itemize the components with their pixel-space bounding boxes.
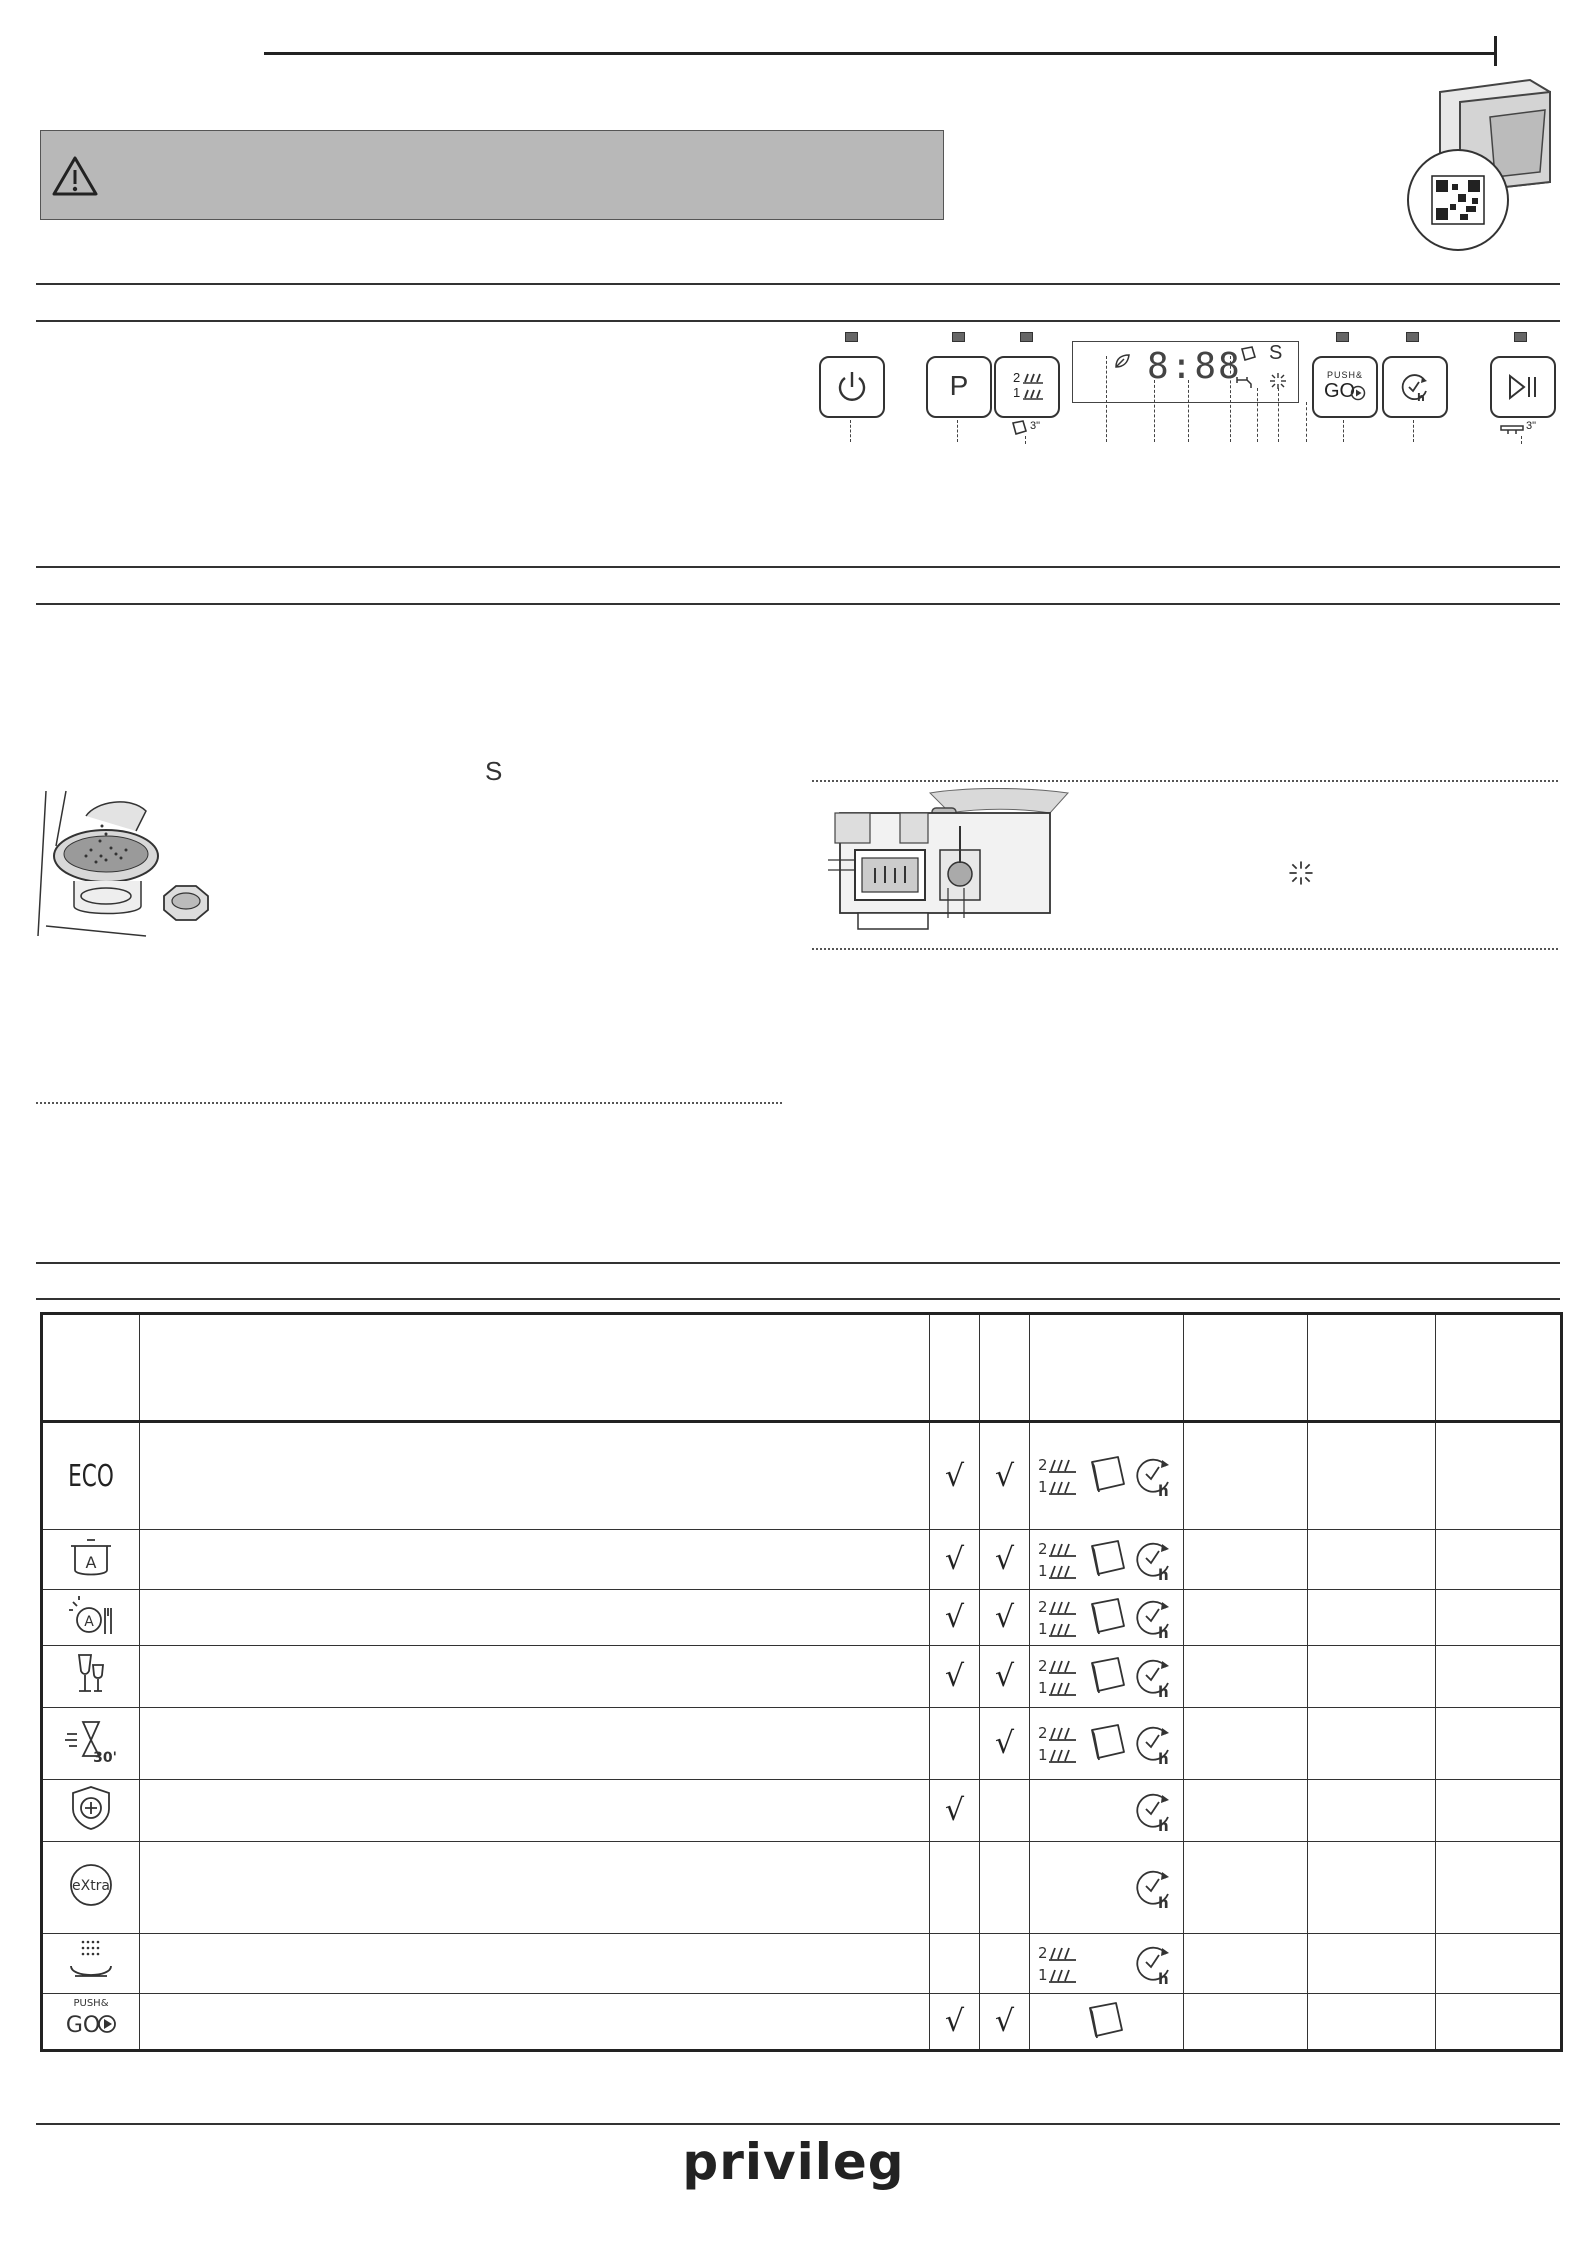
programme-icon-cell-content <box>43 1994 139 2049</box>
programme-check-cell <box>930 1708 980 1780</box>
svg-text:2: 2 <box>1038 1539 1048 1558</box>
options-icon-group <box>1030 1453 1180 1499</box>
detergent-dispenser-illustration <box>820 788 1070 938</box>
programme-data-cell <box>1436 1646 1562 1708</box>
section-rule <box>36 320 1560 322</box>
delay-clock-icon <box>1134 1722 1174 1766</box>
svg-text:1: 1 <box>1038 1619 1048 1638</box>
programme-data-cell <box>1308 1530 1436 1590</box>
options-icon-group <box>1030 1865 1180 1911</box>
play-pause-icon <box>1507 373 1539 401</box>
push-go-bottom-label: GO <box>1324 380 1356 402</box>
program-button[interactable] <box>926 356 992 418</box>
half-load-icon <box>1036 1722 1082 1766</box>
options-icon-group <box>1030 1654 1180 1700</box>
programme-data-cell <box>1308 1590 1436 1646</box>
programme-description-cell <box>140 1934 930 1994</box>
svg-text:A: A <box>84 1614 94 1630</box>
top-rule <box>264 52 1496 55</box>
options-icon-group <box>1030 1537 1180 1583</box>
programme-options-cell <box>1030 1934 1184 1994</box>
programme-options-cell <box>1030 1646 1184 1708</box>
programme-check-cell: √ <box>980 1422 1030 1530</box>
svg-text:GO: GO <box>65 2013 101 2038</box>
programme-options-cell <box>1030 1530 1184 1590</box>
salt-refill-illustration <box>36 786 221 946</box>
extra-programme-icon <box>61 1860 121 1910</box>
programme-icon-cell <box>42 1646 140 1708</box>
svg-text:2: 2 <box>1038 1943 1048 1962</box>
svg-text:1: 1 <box>1038 1678 1048 1697</box>
programme-check-cell: √ <box>980 1708 1030 1780</box>
table-row <box>42 1934 1562 1994</box>
programme-icon-cell-content <box>43 1649 139 1704</box>
auto-programme-icon <box>61 1532 121 1582</box>
table-row <box>42 1422 1562 1530</box>
table-header-cell <box>1184 1314 1308 1422</box>
programme-data-cell <box>1436 1842 1562 1934</box>
programme-check-cell: √ <box>930 1780 980 1842</box>
dotted-separator <box>812 780 1558 782</box>
delay-led <box>1406 332 1419 342</box>
callout-line <box>1188 380 1189 442</box>
door-lock-icon <box>1500 424 1524 436</box>
programme-options-cell <box>1030 1422 1184 1530</box>
table-header-cell <box>42 1314 140 1422</box>
power-icon <box>834 369 870 405</box>
options-icon-group <box>1030 1595 1180 1641</box>
programme-icon-cell <box>42 1530 140 1590</box>
programme-check-cell <box>930 1934 980 1994</box>
svg-text:1: 1 <box>1038 1561 1048 1580</box>
programme-options-cell <box>1030 1780 1184 1842</box>
programme-data-cell <box>1184 1590 1308 1646</box>
programme-data-cell <box>1184 1934 1308 1994</box>
table-header-cell <box>1436 1314 1562 1422</box>
quick-30-programme-icon <box>61 1716 121 1766</box>
half-load-icon <box>1036 1942 1082 1986</box>
tablet-icon <box>1088 1655 1128 1695</box>
programme-icon-cell <box>42 1708 140 1780</box>
table-header-cell <box>140 1314 930 1422</box>
programme-data-cell <box>1436 1422 1562 1530</box>
push-go-programme-icon <box>61 1994 121 2044</box>
programme-data-cell <box>1308 1708 1436 1780</box>
programme-icon-cell <box>42 1780 140 1842</box>
programme-check-cell <box>980 1934 1030 1994</box>
programme-data-cell <box>1184 1842 1308 1934</box>
start-pause-button[interactable] <box>1490 356 1556 418</box>
programme-icon-cell-content <box>43 1532 139 1587</box>
power-led <box>845 332 858 342</box>
programme-check-cell: √ <box>980 1646 1030 1708</box>
programme-data-cell <box>1436 1530 1562 1590</box>
table-header-cell <box>1030 1314 1184 1422</box>
options-icon-group <box>1030 1721 1180 1767</box>
half-load-icon <box>1036 1538 1082 1582</box>
programme-data-cell <box>1184 1708 1308 1780</box>
delay-clock-icon <box>1399 371 1431 403</box>
programme-check-cell <box>930 1842 980 1934</box>
programme-options-cell <box>1030 1708 1184 1780</box>
table-row <box>42 1842 1562 1934</box>
program-led <box>952 332 965 342</box>
svg-text:h: h <box>1158 1565 1169 1582</box>
delay-clock-icon <box>1134 1454 1174 1498</box>
programme-check-cell: √ <box>930 1994 980 2051</box>
svg-text:h: h <box>1158 1893 1169 1910</box>
programme-data-cell <box>1436 1708 1562 1780</box>
start-pause-led <box>1514 332 1527 342</box>
programme-data-cell <box>1308 1780 1436 1842</box>
programme-data-cell <box>1436 1994 1562 2051</box>
delay-clock-icon <box>1134 1789 1174 1833</box>
programme-description-cell <box>140 1422 930 1530</box>
tablet-icon <box>1088 1454 1128 1494</box>
programme-data-cell <box>1436 1780 1562 1842</box>
delay-clock-icon <box>1134 1866 1174 1910</box>
programme-data-cell <box>1184 1422 1308 1530</box>
callout-line <box>1521 436 1522 444</box>
tablet-hold-time: 3" <box>1030 420 1041 432</box>
callout-line <box>1025 436 1026 444</box>
table-row <box>42 1708 1562 1780</box>
tablet-icon <box>1010 420 1028 436</box>
options-icon-group <box>1030 1999 1180 2045</box>
programme-options-cell <box>1030 1994 1184 2051</box>
push-go-button[interactable] <box>1312 356 1378 418</box>
prewash-programme-icon <box>61 1936 121 1986</box>
push-go-top-label: PUSH& <box>1326 370 1363 380</box>
svg-text:2: 2 <box>1038 1456 1048 1474</box>
svg-text:h: h <box>1158 1816 1169 1833</box>
programme-data-cell <box>1436 1934 1562 1994</box>
programme-data-cell <box>1308 1994 1436 2051</box>
top-rule-end <box>1494 36 1497 66</box>
svg-text:30': 30' <box>93 1750 117 1766</box>
programme-description-cell <box>140 1708 930 1780</box>
svg-text:PUSH&: PUSH& <box>73 1998 109 2009</box>
dotted-separator <box>36 1102 782 1104</box>
section-rule <box>36 1298 1560 1300</box>
svg-text:h: h <box>1158 1969 1169 1986</box>
dotted-separator <box>812 948 1558 950</box>
dishwasher-qr-illustration <box>1400 72 1560 262</box>
callout-line <box>1257 388 1258 442</box>
programme-check-cell: √ <box>930 1530 980 1590</box>
play-circle-icon <box>1350 385 1366 401</box>
svg-text:2: 2 <box>1038 1723 1048 1742</box>
programme-icon-cell <box>42 1590 140 1646</box>
programme-check-cell <box>980 1842 1030 1934</box>
section-rule <box>36 1262 1560 1264</box>
tablet-icon <box>1088 1596 1128 1636</box>
table-header-cell <box>980 1314 1030 1422</box>
tablet-icon <box>1088 1722 1128 1762</box>
start-hold-time: 3" <box>1526 420 1537 432</box>
half-load-bottom-number: 1 <box>1013 385 1021 400</box>
half-load-button[interactable] <box>994 356 1060 418</box>
power-button[interactable] <box>819 356 885 418</box>
callout-line <box>1413 420 1414 442</box>
programme-description-cell <box>140 1530 930 1590</box>
programme-data-cell <box>1308 1646 1436 1708</box>
programme-options-cell <box>1030 1590 1184 1646</box>
programme-data-cell <box>1308 1842 1436 1934</box>
half-load-top-number: 2 <box>1013 370 1021 385</box>
programme-table <box>40 1312 1563 2052</box>
programme-data-cell <box>1184 1780 1308 1842</box>
salt-indicator: S <box>1269 342 1283 364</box>
programme-check-cell: √ <box>980 1530 1030 1590</box>
callout-line <box>1306 402 1307 442</box>
tablet-icon <box>1088 1538 1128 1578</box>
table-row <box>42 1590 1562 1646</box>
svg-text:2: 2 <box>1038 1597 1048 1616</box>
programme-icon-cell <box>42 1422 140 1530</box>
glass-programme-icon <box>61 1649 121 1699</box>
display-digits: 8:88 <box>1147 346 1242 387</box>
callout-line <box>1278 388 1279 442</box>
programme-data-cell <box>1308 1934 1436 1994</box>
programme-icon-cell <box>42 1994 140 2051</box>
half-load-icon <box>1023 370 1047 400</box>
half-load-led <box>1020 332 1033 342</box>
warning-triangle-icon <box>51 155 99 197</box>
section-rule <box>36 566 1560 568</box>
svg-text:h: h <box>1158 1482 1169 1498</box>
svg-text:1: 1 <box>1038 1965 1048 1984</box>
programme-options-cell <box>1030 1842 1184 1934</box>
eco-leaf-icon <box>1113 352 1131 370</box>
push-go-led <box>1336 332 1349 342</box>
table-header-row <box>42 1314 1562 1422</box>
programme-check-cell: √ <box>980 1994 1030 2051</box>
tablet-icon <box>1086 2000 1126 2040</box>
options-icon-group <box>1030 1941 1180 1987</box>
callout-line <box>1343 420 1344 442</box>
delay-clock-icon <box>1134 1596 1174 1640</box>
svg-text:h: h <box>1158 1749 1169 1766</box>
tablet-indicator-icon <box>1239 346 1257 362</box>
delay-clock-icon <box>1134 1942 1174 1986</box>
programme-icon-cell-content <box>43 1936 139 1991</box>
half-load-icon <box>1036 1655 1082 1699</box>
svg-text:h: h <box>1417 391 1425 403</box>
rinse-aid-icon <box>1288 860 1314 886</box>
section-rule <box>36 283 1560 285</box>
options-icon-group <box>1030 1788 1180 1834</box>
programme-check-cell: √ <box>930 1646 980 1708</box>
programme-icon-cell <box>42 1934 140 1994</box>
programme-check-cell: √ <box>930 1590 980 1646</box>
table-row <box>42 1780 1562 1842</box>
svg-text:h: h <box>1158 1623 1169 1640</box>
programme-data-cell <box>1184 1530 1308 1590</box>
auto-intensive-programme-icon <box>61 1590 121 1640</box>
section-rule <box>36 603 1560 605</box>
programme-description-cell <box>140 1994 930 2051</box>
programme-icon-cell-content <box>43 1783 139 1838</box>
table-row <box>42 1646 1562 1708</box>
programme-description-cell <box>140 1646 930 1708</box>
svg-text:A: A <box>85 1553 97 1572</box>
table-row <box>42 1994 1562 2051</box>
salt-symbol: S <box>485 756 503 786</box>
svg-text:h: h <box>1158 1682 1169 1699</box>
callout-line <box>850 420 851 442</box>
programme-description-cell <box>140 1590 930 1646</box>
programme-icon-cell <box>42 1842 140 1934</box>
delay-clock-icon <box>1134 1538 1174 1582</box>
table-header-cell <box>930 1314 980 1422</box>
programme-description-cell <box>140 1842 930 1934</box>
callout-line <box>1154 380 1155 442</box>
programme-check-cell: √ <box>930 1422 980 1530</box>
half-load-icon <box>1036 1454 1082 1498</box>
programme-data-cell <box>1436 1590 1562 1646</box>
programme-data-cell <box>1184 1646 1308 1708</box>
programme-data-cell <box>1308 1422 1436 1530</box>
table-header-cell <box>1308 1314 1436 1422</box>
program-button-label: P <box>949 370 969 401</box>
programme-description-cell <box>140 1780 930 1842</box>
programme-check-cell <box>980 1780 1030 1842</box>
svg-text:2: 2 <box>1038 1656 1048 1675</box>
eco-programme-label: ECO <box>68 1458 114 1494</box>
delay-start-button[interactable] <box>1382 356 1448 418</box>
callout-line <box>1106 356 1107 442</box>
warning-banner <box>40 130 944 220</box>
half-load-icon <box>1036 1596 1082 1640</box>
callout-line <box>1230 356 1231 442</box>
callout-line <box>957 420 958 442</box>
programme-check-cell: √ <box>980 1590 1030 1646</box>
delay-clock-icon <box>1134 1655 1174 1699</box>
brand-logo: privileg <box>682 2133 905 2191</box>
svg-text:1: 1 <box>1038 1478 1048 1496</box>
water-tap-icon <box>1235 374 1255 390</box>
programme-icon-cell-content <box>43 1590 139 1645</box>
svg-text:1: 1 <box>1038 1745 1048 1764</box>
programme-data-cell <box>1184 1994 1308 2051</box>
sanitize-programme-icon <box>61 1783 121 1833</box>
svg-text:eXtra: eXtra <box>71 1878 111 1894</box>
programme-icon-cell-content <box>43 1716 139 1771</box>
footer-rule <box>36 2123 1560 2125</box>
programme-icon-cell-content <box>43 1860 139 1915</box>
table-row <box>42 1530 1562 1590</box>
